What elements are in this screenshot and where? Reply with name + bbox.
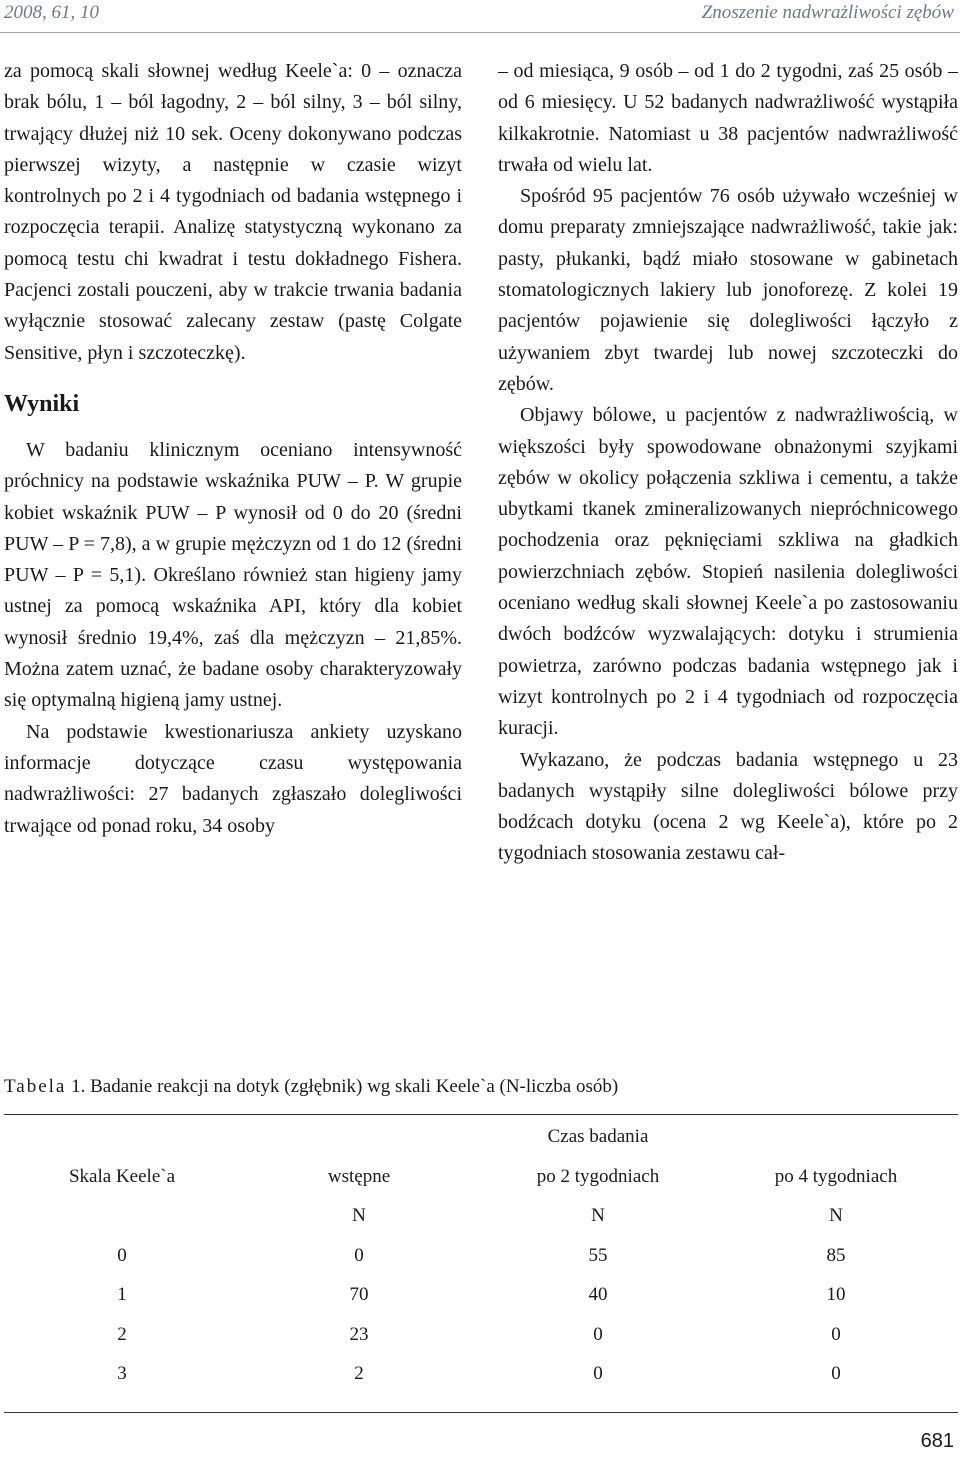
table-number: 1. [71,1076,86,1097]
table-cell: 0 [354,1244,364,1266]
paragraph: Na podstawie kwestionariusza ankiety uzyskano informacje dotyczące czasu występowania nadwrażliwości: 27 badanych zgłaszało dolegliwości trwające od ponad roku, 34 osoby [4,720,462,837]
paragraph: – od miesiąca, 9 osób – od 1 do 2 tygodni, zaś 25 osób – od 6 miesięcy. U 52 badanych nadwrażliwość wystąpiła kilkakrotnie. Natomiast u 38 pacjentów nadwrażliwość trwała od wielu lat. [498,60,958,176]
paragraph: Spośród 95 pacjentów 76 osób używało wcześniej w domu preparaty zmniejszające nadwrażliwość, takie jak: pasty, płukanki, bądź miało stosowane w gabinetach stomatologicznych lakiery lub jonoforezę. Z kolei 19 pacjentów pojawienie się dolegliwości łączyło z używaniem zbyt twardej lub nowej szczoteczki do zębów. [498,185,958,395]
table-cell: 85 [826,1244,846,1266]
page-number: 681 [920,1430,954,1452]
left-column [4,56,462,842]
right-column [498,56,958,870]
header-rule [0,32,960,33]
table-row [4,1314,958,1354]
column-header: po 2 tygodniach [536,1165,660,1187]
table-cell: 0 [593,1363,603,1384]
column-header: wstępne [327,1165,391,1187]
table-cell: 1 [117,1284,127,1305]
unit-label: N [591,1205,605,1226]
table-row [4,1235,958,1275]
table-group-header-row [4,1116,958,1156]
table-cell: 2 [354,1363,364,1384]
table-cell: 0 [593,1323,603,1345]
table-cell: 0 [831,1323,841,1345]
table-top-rule [4,1114,958,1115]
results-table [4,1116,958,1393]
table-cell: 55 [588,1244,608,1266]
running-title: Znoszenie nadwrażliwości zębów [701,2,954,23]
table-caption [4,1076,618,1098]
unit-label: N [829,1205,843,1226]
table-cell: 70 [349,1284,369,1305]
table-bottom-rule [4,1412,958,1413]
section-heading: Wyniki [4,390,80,417]
table-header-row [4,1156,958,1196]
table-row [4,1274,958,1314]
paragraph: za pomocą skali słownej według Keele`a: 0 – oznacza brak bólu, 1 – ból łagodny, 2 – ból silny, 3 – ból silny, trwający dłużej niż 10 sek. Oceny dokonywano podczas pierwszej wizyty, a następnie w czasie wizyt kontrolnych po 2 i 4 tygodniach od badania wstępnego i rozpoczęcia terapii. Analizę statystyczną wykonano za pomocą testu chi kwadrat i testu dokładnego Fishera. Pacjenci zostali pouczeni, aby w trakcie trwania badania wyłącznie stosować zalecany zestaw (pastę Colgate Sensitive, płyn i szczoteczkę). [4,60,462,364]
table-label: Tabela [4,1076,67,1097]
group-header: Czas badania [547,1126,649,1147]
table-cell: 0 [117,1244,127,1266]
table-cell: 23 [349,1323,369,1345]
paragraph: Objawy bólowe, u pacjentów z nadwrażliwością, w większości były spowodowane obnażonymi szyjkami zębów w okolicy połączenia szkliwa i cementu, a także ubytkami tkanek zmineralizowanych niepróchnicowego pochodzenia oraz pęknięciami szkliwa na gładkich powierzchniach zębów. Stopień nasilenia dolegliwości oceniano według skali słownej Keele`a po zastosowaniu dwóch bodźców wyzwalających: dotyku i strumienia powietrza, zarówno podczas badania wstępnego jak i wizyt kontrolnych po 2 i 4 tygodniach od rozpoczęcia kuracji. [498,404,958,740]
table-cell: 3 [117,1363,127,1384]
table-cell: 10 [826,1284,846,1305]
table-caption-text: Badanie reakcji na dotyk (zgłębnik) wg skali Keele`a (N-liczba osób) [90,1076,619,1097]
table-units-row [4,1195,958,1235]
paragraph: W badaniu klinicznym oceniano intensywność próchnicy na podstawie wskaźnika PUW – P. W grupie kobiet wskaźnik PUW – P wynosił od 0 do 20 (średni PUW – P = 7,8), a w grupie mężczyzn od 1 do 12 (średni PUW – P = 5,1). Określano również stan higieny jamy ustnej za pomocą wskaźnika API, który dla kobiet wynosił średnio 19,4%, zaś dla mężczyzn – 21,85%. Można zatem uznać, że badane osoby charakteryzowały się optymalną higieną jamy ustnej. [4,438,462,712]
table-cell: 40 [588,1284,608,1305]
paragraph: Wykazano, że podczas badania wstępnego u 23 badanych wystąpiły silne dolegliwości bólowe przy bodźcach dotyku (ocena 2 wg Keele`a), które po 2 tygodniach stosowania zestawu cał- [498,748,958,865]
running-header [0,0,960,36]
journal-issue: 2008, 61, 10 [4,2,99,23]
table-row [4,1353,958,1393]
column-header: Skala Keele`a [68,1165,176,1187]
table-cell: 2 [117,1323,127,1345]
column-header: po 4 tygodniach [774,1165,898,1187]
table-cell: 0 [831,1363,841,1384]
unit-label: N [352,1205,366,1226]
